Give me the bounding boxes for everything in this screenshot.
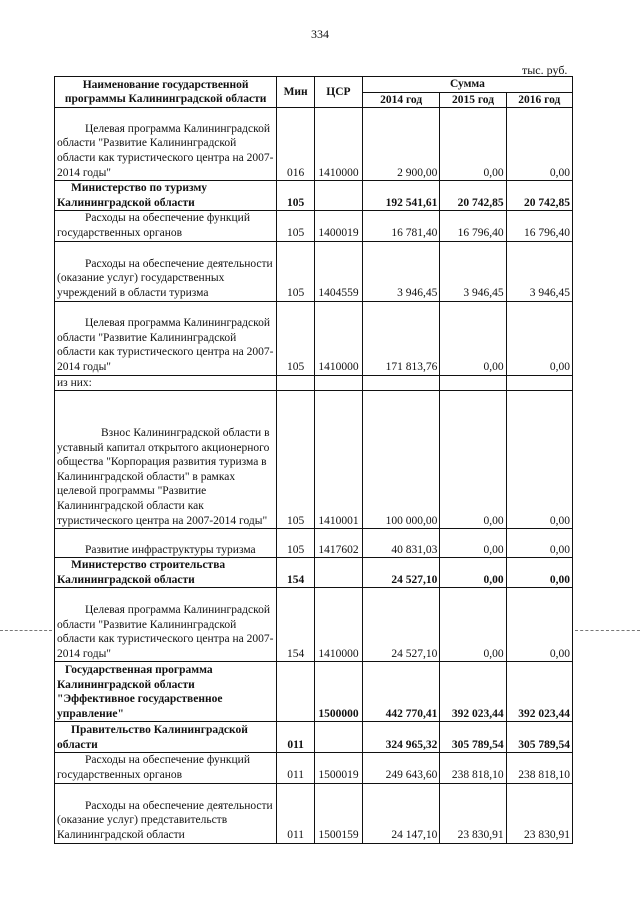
table-row <box>55 783 573 843</box>
row-min: 011 <box>277 753 315 783</box>
row-value-2015: 23 830,91 <box>440 783 506 843</box>
row-value-2016: 16 796,40 <box>506 211 572 241</box>
row-name: Расходы на обеспечение функций государственных органов <box>55 753 277 783</box>
row-min: 105 <box>277 391 315 529</box>
row-value-2016: 0,00 <box>506 391 572 529</box>
row-value-2014: 192 541,61 <box>362 181 439 211</box>
scan-margin-line-right <box>575 630 640 631</box>
row-csr <box>314 558 362 588</box>
row-value-2016: 0,00 <box>506 588 572 662</box>
row-csr: 1410001 <box>314 391 362 529</box>
row-min: 105 <box>277 181 315 211</box>
row-min: 154 <box>277 588 315 662</box>
row-name: Развитие инфраструктуры туризма <box>55 529 277 558</box>
row-csr: 1410000 <box>314 588 362 662</box>
header-year-2014: 2014 год <box>362 92 439 108</box>
row-value-2014: 40 831,03 <box>362 529 439 558</box>
row-value-2016: 305 789,54 <box>506 722 572 753</box>
row-name: Взнос Калининградской области в уставный капитал открытого акционерного общества "Корпорация развития туризма в Калининградской области" в рамках целевой программы "Развитие Калининградской области как туристического центра на 2007-2014 годы" <box>55 391 277 529</box>
table-row <box>55 662 573 722</box>
row-csr: 1404559 <box>314 241 362 301</box>
row-name: Государственная программа Калининградской области "Эффективное государственное управление" <box>55 662 277 722</box>
row-value-2016: 0,00 <box>506 529 572 558</box>
row-name: Целевая программа Калининградской области "Развитие Калининградской области как туристического центра на 2007-2014 годы" <box>55 108 277 181</box>
row-value-2014: 24 147,10 <box>362 783 439 843</box>
row-value-2015: 0,00 <box>440 558 506 588</box>
row-value-2015: 0,00 <box>440 108 506 181</box>
row-csr: 1500000 <box>314 662 362 722</box>
row-value-2015: 0,00 <box>440 529 506 558</box>
row-min: 105 <box>277 211 315 241</box>
row-min <box>277 662 315 722</box>
row-value-2015: 238 818,10 <box>440 753 506 783</box>
row-csr <box>314 181 362 211</box>
row-csr <box>314 722 362 753</box>
row-value-2015: 0,00 <box>440 588 506 662</box>
row-min: 011 <box>277 722 315 753</box>
row-name: Расходы на обеспечение функций государственных органов <box>55 211 277 241</box>
units-label: тыс. руб. <box>522 63 568 77</box>
header-year-2015: 2015 год <box>440 92 506 108</box>
row-name: Целевая программа Калининградской области "Развитие Калининградской области как туристического центра на 2007-2014 годы" <box>55 301 277 375</box>
row-name: Целевая программа Калининградской области "Развитие Калининградской области как туристического центра на 2007-2014 годы" <box>55 588 277 662</box>
table-row <box>55 588 573 662</box>
page-number: 334 <box>311 27 329 41</box>
row-value-2016: 0,00 <box>506 108 572 181</box>
row-csr: 1400019 <box>314 211 362 241</box>
row-csr: 1500019 <box>314 753 362 783</box>
row-value-2014: 324 965,32 <box>362 722 439 753</box>
row-value-2015: 0,00 <box>440 301 506 375</box>
row-value-2015: 3 946,45 <box>440 241 506 301</box>
row-value-2015: 16 796,40 <box>440 211 506 241</box>
row-name: Министерство строительства Калининградской области <box>55 558 277 588</box>
table-row-subheading <box>55 375 573 391</box>
row-value-2014: 24 527,10 <box>362 588 439 662</box>
row-min: 105 <box>277 301 315 375</box>
header-sum: Сумма <box>362 77 572 93</box>
budget-table <box>54 76 573 844</box>
row-value-2016: 20 742,85 <box>506 181 572 211</box>
table-row <box>55 722 573 753</box>
row-name: Расходы на обеспечение деятельности (оказание услуг) государственных учреждений в области туризма <box>55 241 277 301</box>
row-name: из них: <box>55 375 277 391</box>
row-value-2014: 3 946,45 <box>362 241 439 301</box>
table-row <box>55 301 573 375</box>
row-min: 105 <box>277 529 315 558</box>
row-csr: 1500159 <box>314 783 362 843</box>
header-name: Наименование государственной программы Калининградской области <box>55 77 277 108</box>
header-min: Мин <box>277 77 315 108</box>
row-value-2016: 23 830,91 <box>506 783 572 843</box>
row-value-2014: 442 770,41 <box>362 662 439 722</box>
row-name: Правительство Калининградской области <box>55 722 277 753</box>
table-row <box>55 181 573 211</box>
row-name: Расходы на обеспечение деятельности (оказание услуг) представительств Калининградской области <box>55 783 277 843</box>
row-min: 016 <box>277 108 315 181</box>
row-value-2014: 2 900,00 <box>362 108 439 181</box>
row-value-2014: 171 813,76 <box>362 301 439 375</box>
table-row <box>55 529 573 558</box>
table-row <box>55 108 573 181</box>
row-value-2015: 392 023,44 <box>440 662 506 722</box>
row-name: Министерство по туризму Калининградской области <box>55 181 277 211</box>
row-value-2014: 100 000,00 <box>362 391 439 529</box>
row-value-2015: 20 742,85 <box>440 181 506 211</box>
row-min: 011 <box>277 783 315 843</box>
row-csr: 1410000 <box>314 108 362 181</box>
table-row <box>55 241 573 301</box>
table-row <box>55 558 573 588</box>
row-value-2016: 392 023,44 <box>506 662 572 722</box>
row-value-2014: 24 527,10 <box>362 558 439 588</box>
row-value-2016: 238 818,10 <box>506 753 572 783</box>
scan-margin-line-left <box>0 630 52 631</box>
row-value-2014: 16 781,40 <box>362 211 439 241</box>
row-value-2016: 0,00 <box>506 301 572 375</box>
row-value-2014: 249 643,60 <box>362 753 439 783</box>
row-min: 105 <box>277 241 315 301</box>
row-value-2016: 0,00 <box>506 558 572 588</box>
header-csr: ЦСР <box>314 77 362 108</box>
table-row <box>55 391 573 529</box>
header-year-2016: 2016 год <box>506 92 572 108</box>
row-csr: 1410000 <box>314 301 362 375</box>
row-csr: 1417602 <box>314 529 362 558</box>
row-value-2015: 305 789,54 <box>440 722 506 753</box>
row-value-2016: 3 946,45 <box>506 241 572 301</box>
table-row <box>55 753 573 783</box>
table-row <box>55 211 573 241</box>
row-value-2015: 0,00 <box>440 391 506 529</box>
row-min: 154 <box>277 558 315 588</box>
